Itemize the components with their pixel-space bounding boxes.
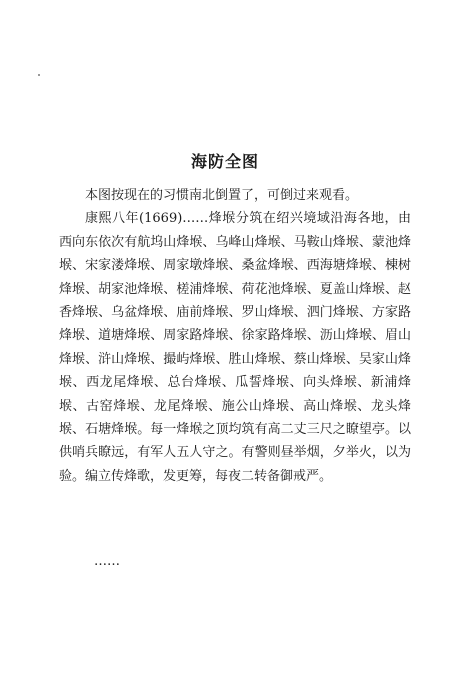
page-title: 海防全图 [190, 151, 259, 171]
ellipsis-mark: …… [94, 554, 120, 569]
paragraph-main: 康熙八年(1669)……烽堠分筑在绍兴境域沿海各地，由西向东依次有航坞山烽堠、乌峰山烽堠、马鞍山烽堠、蒙池烽堠、宋家溇烽堠、周家墩烽堠、桑盆烽堠、西海塘烽堠、棟树烽堠、胡家池烽堠、槎浦烽堠、荷花池烽堠、夏盖山烽堠、赵香烽堠、乌盆烽堠、庙前烽堠、罗山烽堠、泗门烽堠、方家路烽堠、道塘烽堠、周家路烽堠、徐家路烽堠、沥山烽堠、眉山烽堠、浒山烽堠、撮屿烽堠、胜山烽堠、蔡山烽堠、吴家山烽堠、西龙尾烽堠、总台烽堠、瓜誓烽堠、向头烽堠、新浦烽堠、古窑烽堠、龙尾烽堠、施公山烽堠、高山烽堠、龙头烽堠、石塘烽堠。每一烽堠之顶均筑有高二丈三尺之瞭望亭。以供哨兵瞭远，有军人五人守之。有警则昼举烟，夕举火，以为验。编立传烽歌，发更筹，每夜二转备御戒严。 [59, 211, 411, 484]
scan-mark [38, 74, 40, 76]
paragraph-intro: 本图按现在的习惯南北倒置了，可倒过来观看。 [85, 188, 359, 203]
body-text [59, 184, 411, 488]
